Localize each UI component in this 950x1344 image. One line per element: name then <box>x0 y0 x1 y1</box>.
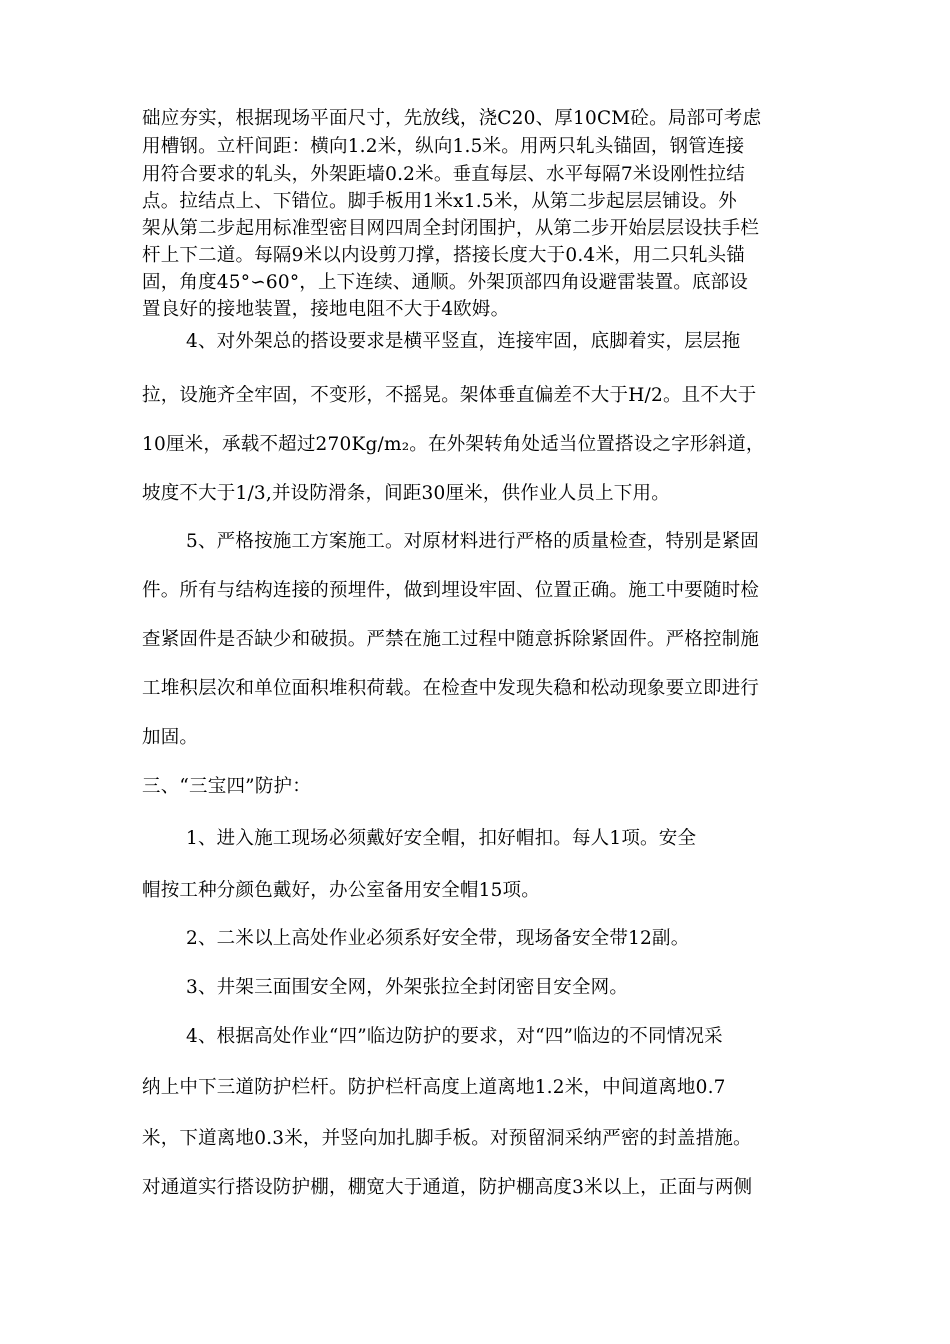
paragraph-line: 查紧固件是否缺少和破损。严禁在施工过程中随意拆除紧固件。严格控制施 <box>142 629 760 650</box>
paragraph-line: 10厘米，承载不超过270Kg/m₂。在外架转角处适当位置搭设之字形斜道， <box>142 434 765 455</box>
section-heading: 三、“三宝四”防护： <box>142 776 311 797</box>
paragraph-line: 3、井架三面围安全网，外架张拉全封闭密目安全网。 <box>186 977 629 998</box>
paragraph-line: 米，下道离地0.3米，并竖向加扎脚手板。对预留洞采纳严密的封盖措施。 <box>142 1128 752 1149</box>
paragraph-line: 帽按工种分颜色戴好，办公室备用安全帽15项。 <box>142 880 540 901</box>
paragraph-line: 固，角度45°∽60°，上下连续、通顺。外架顶部四角设避雷装置。底部设 <box>142 272 749 293</box>
paragraph-line: 5、严格按施工方案施工。对原材料进行严格的质量检查，特别是紧固 <box>186 531 759 552</box>
paragraph-line: 坡度不大于1/3,并设防滑条，间距30厘米，供作业人员上下用。 <box>142 483 670 504</box>
paragraph-line: 杆上下二道。每隔9米以内设剪刀撑，搭接长度大于0.4米，用二只轧头锚 <box>142 245 745 266</box>
paragraph-line: 对通道实行搭设防护棚，棚宽大于通道，防护棚高度3米以上，正面与两侧 <box>142 1177 753 1198</box>
paragraph-line: 拉，设施齐全牢固，不变形，不摇晃。架体垂直偏差不大于H/2。且不大于 <box>142 385 757 406</box>
paragraph-line: 件。所有与结构连接的预埋件，做到埋设牢固、位置正确。施工中要随时检 <box>142 580 760 601</box>
paragraph-line: 1、进入施工现场必须戴好安全帽，扣好帽扣。每人1项。安全 <box>186 828 697 849</box>
paragraph-line: 用符合要求的轧头，外架距墙0.2米。垂直每层、水平每隔7米设刚性拉结 <box>142 164 745 185</box>
paragraph-line: 4、对外架总的搭设要求是横平竖直，连接牢固，底脚着实，层层拖 <box>186 331 741 352</box>
paragraph-line: 加固。 <box>142 727 199 748</box>
paragraph-line: 础应夯实，根据现场平面尺寸，先放线，浇C20、厚10CM砼。局部可考虑 <box>142 108 762 129</box>
paragraph-line: 置良好的接地装置，接地电阻不大于4欧姆。 <box>142 299 510 320</box>
paragraph-line: 4、根据高处作业“四”临边防护的要求，对“四”临边的不同情况采 <box>186 1026 723 1047</box>
paragraph-line: 工堆积层次和单位面积堆积荷载。在检查中发现失稳和松动现象要立即进行 <box>142 678 760 699</box>
paragraph-line: 点。拉结点上、下错位。脚手板用1米x1.5米，从第二步起层层铺设。外 <box>142 191 737 212</box>
paragraph-line: 用槽钢。立杆间距：横向1.2米，纵向1.5米。用两只轧头锚固，钢管连接 <box>142 136 745 157</box>
paragraph-line: 2、二米以上高处作业必须系好安全带，现场备安全带12副。 <box>186 928 690 949</box>
paragraph-line: 纳上中下三道防护栏杆。防护栏杆高度上道离地1.2米，中间道离地0.7 <box>142 1077 726 1098</box>
paragraph-line: 架从第二步起用标准型密目网四周全封闭围护，从第二步开始层层设扶手栏 <box>142 218 760 239</box>
